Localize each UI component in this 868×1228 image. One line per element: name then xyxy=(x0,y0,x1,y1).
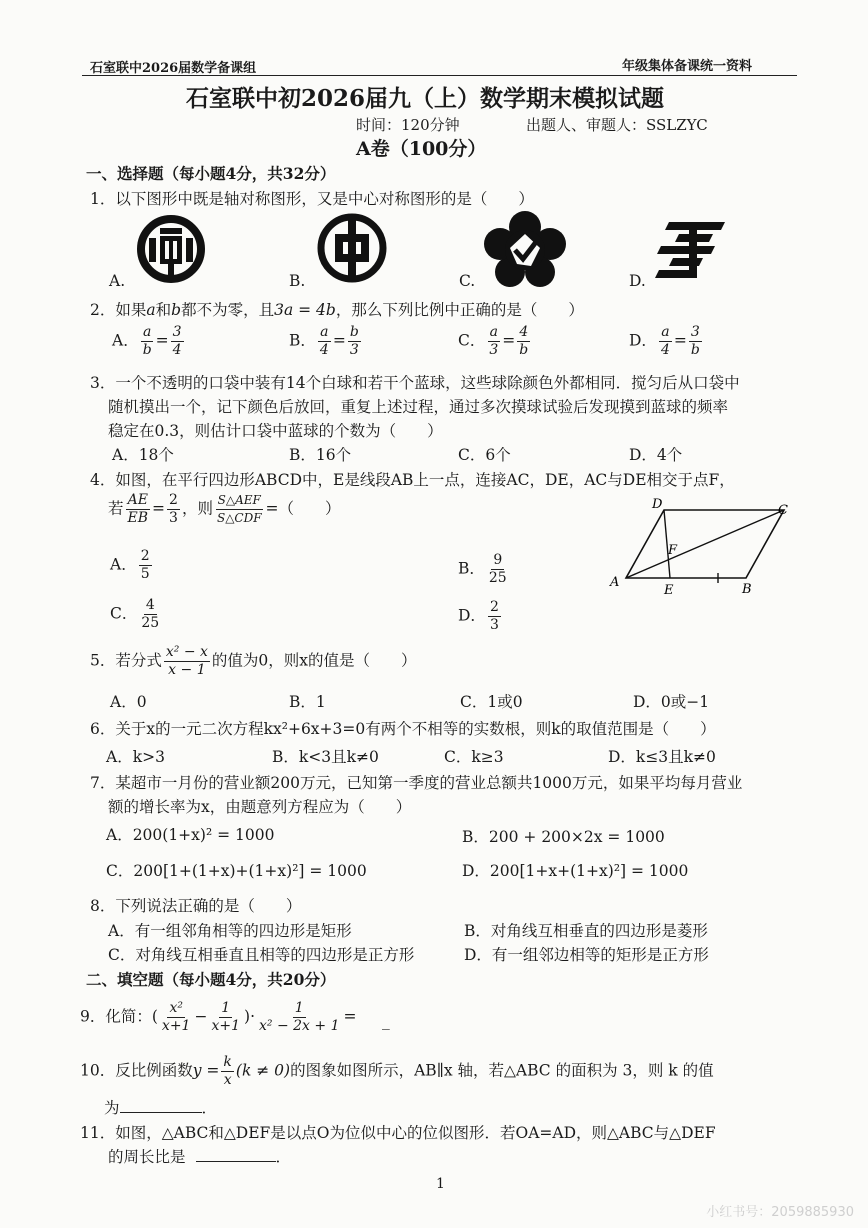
denominator: S△CDF xyxy=(216,511,262,525)
section-choice-heading: 一、选择题（每小题4分，共32分） xyxy=(86,164,336,183)
q4-text: =（ ） xyxy=(265,499,341,518)
q8-option-a: A．有一组邻角相等的四边形是矩形 xyxy=(108,922,352,940)
fraction xyxy=(209,1000,242,1035)
figure-label-e: E xyxy=(664,583,674,598)
fraction xyxy=(659,324,672,359)
q1-label-d: D. xyxy=(629,272,646,290)
denominator: 3 xyxy=(349,342,359,358)
option-label: B． xyxy=(289,331,316,350)
q10-condition: (k ≠ 0) xyxy=(235,1061,291,1080)
q10-function: y = xyxy=(192,1061,220,1080)
q1-label-c: C. xyxy=(459,272,476,290)
fraction xyxy=(318,324,331,359)
q5-fraction xyxy=(164,644,210,679)
denominator: x xyxy=(223,1072,232,1088)
denominator: x − 1 xyxy=(168,662,206,678)
numerator: 2 xyxy=(140,548,150,564)
numerator: 2 xyxy=(489,599,499,615)
numerator: 2 xyxy=(169,492,178,508)
denominator: b xyxy=(690,342,700,358)
q4-option-a xyxy=(110,548,154,583)
q4-area-fraction xyxy=(215,492,264,527)
q2-option-c: C． $\frac{a}{3}$ = $\frac{4}{b}$ xyxy=(458,324,529,358)
q7-option-d: D．200[1+x+(1+x)²] = 1000 xyxy=(462,862,689,880)
denominator: 3 xyxy=(169,510,178,526)
q2-option-d: D． $\frac{a}{4}$ = $\frac{3}{b}$ xyxy=(629,324,700,358)
numerator: 1 xyxy=(221,1000,231,1016)
q8-option-b: B．对角线互相垂直的四边形是菱形 xyxy=(464,922,708,940)
q11-answer-blank[interactable] xyxy=(196,1145,276,1162)
q1-logo-d-icon xyxy=(655,220,729,282)
q5-text: 的值为0，则x的值是（ ） xyxy=(211,651,417,670)
q2-condition: 3a = 4b xyxy=(274,301,336,319)
q4-option-c xyxy=(110,597,163,632)
denominator: EB xyxy=(127,510,149,526)
q2-var-b: b xyxy=(171,301,182,319)
q4-condition: 若 $\frac{AE}{EB}$ = $\frac{2}{3}$ ，则 $\frac{\text{S△AEF}}{\text{S△CDF}}$ =（ ） xyxy=(108,492,341,526)
q3-option-a: A．18个 xyxy=(112,446,174,464)
q4-value-fraction xyxy=(167,492,180,527)
q5-stem xyxy=(90,644,417,679)
fraction xyxy=(487,324,500,359)
header-left: 石室联中2026届数学备课组 xyxy=(90,61,257,76)
q3-option-d: D．4个 xyxy=(629,446,683,464)
numerator: k xyxy=(223,1054,232,1070)
q1-label-b: B. xyxy=(289,272,306,290)
exam-author: 出题人、审题人：SSLZYC xyxy=(526,116,708,134)
watermark: 小红书号：2059885930 xyxy=(706,1205,854,1220)
fraction xyxy=(139,548,152,583)
denominator: 4 xyxy=(660,342,670,358)
figure-label-f: F xyxy=(668,543,678,558)
q1-label-a: A. xyxy=(109,272,126,290)
page-title: 石室联中初2026届九（上）数学期末模拟试题 xyxy=(186,85,665,112)
numerator: 3 xyxy=(690,324,700,340)
numerator: a xyxy=(143,324,152,340)
denominator: x² − 2x + 1 xyxy=(259,1018,340,1034)
fraction xyxy=(487,552,509,587)
q10-text: 为 xyxy=(104,1099,120,1117)
denominator: x+1 xyxy=(211,1018,241,1034)
denominator: 5 xyxy=(140,566,150,582)
fraction xyxy=(141,324,154,359)
q2-option-a: A． $\frac{a}{b}$ = $\frac{3}{4}$ xyxy=(112,324,182,358)
q3-line3: 稳定在0.3，则估计口袋中蓝球的个数为（ ） xyxy=(108,422,443,440)
figure-label-b: B xyxy=(742,582,752,597)
q6-option-c: C．k≥3 xyxy=(444,748,504,766)
numerator: a xyxy=(320,324,329,340)
denominator: b xyxy=(142,342,152,358)
q9-stem xyxy=(80,1000,356,1035)
numerator: x² xyxy=(169,1000,183,1016)
q5-option-a: A．0 xyxy=(110,693,147,711)
header-rule xyxy=(82,75,797,76)
fraction xyxy=(257,1000,341,1035)
q10-text: 10．反比例函数 xyxy=(80,1061,193,1080)
q1-logo-c-icon xyxy=(484,210,566,288)
denominator: b xyxy=(519,342,529,358)
figure-label-d: D xyxy=(652,497,663,512)
q1-logo-a-icon xyxy=(135,214,207,284)
q11-text: ． xyxy=(275,1148,292,1166)
q7-line1: 7．某超市一月份的营业额200万元，已知第一季度的营业总额共1000万元，如果平均每月营业 xyxy=(90,774,743,792)
q2-stem-text: 都不为零，且 xyxy=(181,301,275,319)
q4-option-d xyxy=(458,599,503,634)
numerator: 9 xyxy=(493,552,503,568)
q10-text: ． xyxy=(201,1099,218,1117)
numerator: S△AEF xyxy=(216,492,263,510)
q11-line1: 11．如图，△ABC和△DEF是以点O为位似中心的位似图形．若OA=AD，则△ABC与△DEF xyxy=(80,1124,716,1142)
header-right: 年级集体备课统一资料 xyxy=(622,59,753,74)
option-label: A． xyxy=(112,331,139,350)
q9-text: = xyxy=(343,1007,357,1026)
option-label: D． xyxy=(629,331,657,350)
q5-option-d: D．0或−1 xyxy=(633,693,710,711)
denominator: 25 xyxy=(488,570,507,586)
q1-logo-b-icon xyxy=(316,212,388,284)
q6-option-d: D．k≤3且k≠0 xyxy=(608,748,716,766)
q9-text: )· xyxy=(244,1007,255,1026)
q2-stem-text: 和 xyxy=(155,301,172,319)
q2-stem-text: ，那么下列比例中正确的是（ ） xyxy=(335,301,584,319)
q4-text: 若 xyxy=(108,499,124,518)
paper-a-heading: A卷（100分） xyxy=(356,138,487,160)
option-label: A． xyxy=(110,555,137,574)
q9-text: − xyxy=(194,1007,208,1026)
section-fill-heading: 二、填空题（每小题4分，共20分） xyxy=(86,970,336,989)
q6-option-a: A．k>3 xyxy=(106,748,165,766)
fraction xyxy=(348,324,361,359)
q10-answer-blank[interactable] xyxy=(120,1096,202,1113)
fraction xyxy=(517,324,530,359)
q9-answer-blank[interactable]: _ xyxy=(382,1012,390,1030)
q10-line2 xyxy=(104,1096,217,1118)
denominator: 25 xyxy=(141,615,160,631)
q11-text: 的周长比是 xyxy=(108,1148,186,1166)
fraction xyxy=(160,1000,193,1035)
q8-option-d: D．有一组邻边相等的矩形是正方形 xyxy=(464,946,709,964)
fraction xyxy=(171,324,184,359)
q10-text: 的图象如图所示，AB∥x 轴，若△ABC 的面积为 3，则 k 的值 xyxy=(290,1061,714,1080)
option-label: D． xyxy=(458,606,486,625)
exam-time: 时间：120分钟 xyxy=(356,116,460,134)
denominator: x+1 xyxy=(161,1018,191,1034)
q4-option-b xyxy=(458,552,511,587)
q4-parallelogram-figure xyxy=(600,494,800,600)
q5-text: 5．若分式 xyxy=(90,651,162,670)
q7-option-b: B．200 + 200×2x = 1000 xyxy=(462,828,665,846)
q7-option-c: C．200[1+(1+x)+(1+x)²] = 1000 xyxy=(106,862,367,880)
numerator: 4 xyxy=(145,597,155,613)
q4-ratio-fraction xyxy=(126,492,151,527)
option-label: C． xyxy=(110,604,138,623)
fraction xyxy=(689,324,702,359)
option-label: B． xyxy=(458,559,485,578)
numerator: AE xyxy=(127,492,148,508)
q8-option-c: C．对角线互相垂直且相等的四边形是正方形 xyxy=(108,946,415,964)
q11-line2 xyxy=(108,1145,291,1167)
numerator: a xyxy=(661,324,670,340)
fraction xyxy=(139,597,161,632)
q2-stem-text: 2．如果 xyxy=(90,301,147,319)
fraction xyxy=(488,599,501,634)
numerator: a xyxy=(489,324,499,340)
denominator: 3 xyxy=(489,617,499,633)
q10-stem xyxy=(80,1054,714,1089)
q5-option-b: B．1 xyxy=(289,693,326,711)
q7-line2: 额的增长率为x，由题意列方程应为（ ） xyxy=(108,798,412,816)
q3-line1: 3．一个不透明的口袋中装有14个白球和若干个蓝球，这些球除颜色外都相同．搅匀后从口袋中 xyxy=(90,374,740,392)
figure-label-a: A xyxy=(610,575,620,590)
denominator: 4 xyxy=(172,342,182,358)
fraction xyxy=(221,1054,233,1089)
numerator: b xyxy=(349,324,359,340)
numerator: 3 xyxy=(172,324,182,340)
numerator: 4 xyxy=(519,324,529,340)
numerator: x² − x xyxy=(165,644,208,660)
figure-label-c: C xyxy=(778,503,788,518)
q2-stem xyxy=(90,298,584,320)
q6-stem: 6．关于x的一元二次方程kx²+6x+3=0有两个不相等的实数根，则k的取值范围是（ ） xyxy=(90,720,716,738)
q4-line1: 4．如图，在平行四边形ABCD中，E是线段AB上一点，连接AC，DE，AC与DE相交于点F， xyxy=(90,471,735,489)
page-number: 1 xyxy=(436,1176,445,1192)
q3-option-b: B．16个 xyxy=(289,446,352,464)
q3-line2: 随机摸出一个，记下颜色后放回，重复上述过程，通过多次摸球试验后发现摸到蓝球的频率 xyxy=(108,398,729,416)
option-label: C． xyxy=(458,331,486,350)
q5-option-c: C．1或0 xyxy=(460,693,523,711)
q7-option-a: A．200(1+x)² = 1000 xyxy=(106,826,275,844)
q4-text: ，则 xyxy=(181,499,213,518)
denominator: 4 xyxy=(319,342,329,358)
q2-option-b: B． $\frac{a}{4}$ = $\frac{b}{3}$ xyxy=(289,324,359,358)
q1-stem: 1．以下图形中既是轴对称图形，又是中心对称图形的是（ ） xyxy=(90,190,534,208)
q8-stem: 8．下列说法正确的是（ ） xyxy=(90,897,302,915)
q2-var-a: a xyxy=(146,301,156,319)
q3-option-c: C．6个 xyxy=(458,446,511,464)
q9-text: 9．化简：( xyxy=(80,1007,158,1026)
numerator: 1 xyxy=(294,1000,304,1016)
denominator: 3 xyxy=(489,342,499,358)
q6-option-b: B．k<3且k≠0 xyxy=(272,748,379,766)
